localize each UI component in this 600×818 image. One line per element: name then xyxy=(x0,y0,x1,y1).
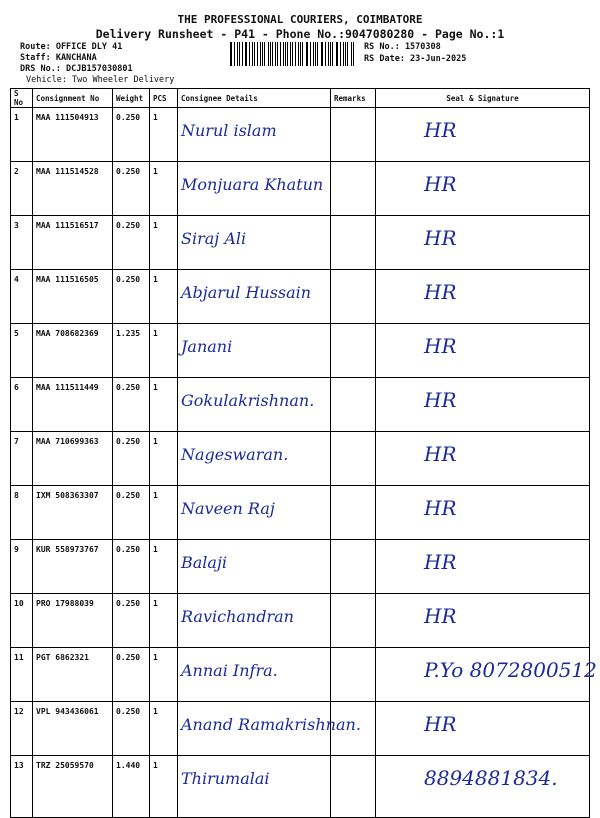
cell-weight: 1.440 xyxy=(113,756,150,818)
cell-signature: HR xyxy=(376,594,590,648)
route-label: Route: OFFICE DLY 41 xyxy=(20,42,123,52)
cell-weight: 0.250 xyxy=(113,594,150,648)
cell-consignment-no: MAA 111516505 xyxy=(33,270,113,324)
table-row xyxy=(11,108,590,162)
cell-sno: 11 xyxy=(11,648,33,702)
cell-consignment-no: MAA 708682369 xyxy=(33,324,113,378)
cell-signature: HR xyxy=(376,702,590,756)
cell-signature: HR xyxy=(376,540,590,594)
cell-pcs: 1 xyxy=(150,648,178,702)
table-row xyxy=(11,648,590,702)
cell-consignment-no: MAA 111514528 xyxy=(33,162,113,216)
cell-consignment-no: MAA 111511449 xyxy=(33,378,113,432)
cell-consignee: Abjarul Hussain xyxy=(178,270,331,324)
staff-label: Staff: KANCHANA xyxy=(20,53,97,63)
table-row xyxy=(11,216,590,270)
cell-signature: HR xyxy=(376,432,590,486)
cell-remarks xyxy=(331,756,376,818)
cell-pcs: 1 xyxy=(150,108,178,162)
cell-weight: 0.250 xyxy=(113,486,150,540)
cell-weight: 0.250 xyxy=(113,162,150,216)
cell-weight: 0.250 xyxy=(113,432,150,486)
cell-remarks xyxy=(331,378,376,432)
rs-number: RS No.: 1570308 xyxy=(364,42,441,52)
rs-date: RS Date: 23-Jun-2025 xyxy=(364,54,467,64)
cell-pcs: 1 xyxy=(150,486,178,540)
cell-weight: 0.250 xyxy=(113,648,150,702)
cell-sno: 7 xyxy=(11,432,33,486)
cell-consignment-no: PRO 17988039 xyxy=(33,594,113,648)
cell-consignment-no: IXM 508363307 xyxy=(33,486,113,540)
cell-consignment-no: VPL 943436061 xyxy=(33,702,113,756)
table-row xyxy=(11,324,590,378)
cell-consignee: Thirumalai xyxy=(178,756,331,818)
cell-sno: 12 xyxy=(11,702,33,756)
cell-sno: 9 xyxy=(11,540,33,594)
cell-pcs: 1 xyxy=(150,162,178,216)
cell-consignee: Ravichandran xyxy=(178,594,331,648)
cell-sno: 13 xyxy=(11,756,33,818)
col-sno: S No xyxy=(11,89,33,108)
cell-remarks xyxy=(331,270,376,324)
cell-signature: HR xyxy=(376,486,590,540)
cell-signature: HR xyxy=(376,108,590,162)
cell-consignee: Janani xyxy=(178,324,331,378)
cell-remarks xyxy=(331,486,376,540)
col-consignee: Consignee Details xyxy=(178,89,331,108)
cell-signature: HR xyxy=(376,216,590,270)
cell-pcs: 1 xyxy=(150,594,178,648)
cell-sno: 2 xyxy=(11,162,33,216)
cell-sno: 10 xyxy=(11,594,33,648)
cell-remarks xyxy=(331,648,376,702)
table-row xyxy=(11,378,590,432)
cell-consignee: Anand Ramakrishnan. xyxy=(178,702,331,756)
barcode xyxy=(230,42,355,66)
cell-sno: 3 xyxy=(11,216,33,270)
cell-consignee: Gokulakrishnan. xyxy=(178,378,331,432)
table-row xyxy=(11,270,590,324)
table-row xyxy=(11,162,590,216)
company-title: THE PROFESSIONAL COURIERS, COIMBATORE xyxy=(177,13,423,26)
drs-number: DRS No.: DCJB157030801 xyxy=(20,64,133,74)
cell-sno: 1 xyxy=(11,108,33,162)
cell-remarks xyxy=(331,216,376,270)
runsheet-subtitle: Delivery Runsheet - P41 - Phone No.:9047080280 - Page No.:1 xyxy=(95,27,505,41)
cell-consignment-no: KUR 558973767 xyxy=(33,540,113,594)
cell-sno: 6 xyxy=(11,378,33,432)
runsheet-table xyxy=(10,88,597,818)
cell-signature: HR xyxy=(376,162,590,216)
cell-sno: 8 xyxy=(11,486,33,540)
cell-weight: 0.250 xyxy=(113,216,150,270)
cell-remarks xyxy=(331,162,376,216)
cell-consignee: Nageswaran. xyxy=(178,432,331,486)
table-row xyxy=(11,486,590,540)
table-row xyxy=(11,540,590,594)
table-header-row xyxy=(11,89,590,108)
cell-signature: P.Yo 8072800512 xyxy=(376,648,590,702)
cell-pcs: 1 xyxy=(150,378,178,432)
table-row xyxy=(11,594,590,648)
cell-pcs: 1 xyxy=(150,270,178,324)
cell-weight: 0.250 xyxy=(113,108,150,162)
cell-consignment-no: TRZ 25059570 xyxy=(33,756,113,818)
col-pcs: PCS xyxy=(150,89,178,108)
cell-pcs: 1 xyxy=(150,540,178,594)
table-row xyxy=(11,702,590,756)
cell-pcs: 1 xyxy=(150,432,178,486)
table-row xyxy=(11,432,590,486)
cell-consignment-no: MAA 111516517 xyxy=(33,216,113,270)
cell-weight: 0.250 xyxy=(113,378,150,432)
table-row xyxy=(11,756,590,818)
cell-remarks xyxy=(331,108,376,162)
cell-remarks xyxy=(331,594,376,648)
col-weight: Weight xyxy=(113,89,150,108)
cell-signature: HR xyxy=(376,378,590,432)
col-signature: Seal & Signature xyxy=(376,89,590,108)
cell-consignment-no: PGT 6862321 xyxy=(33,648,113,702)
cell-weight: 0.250 xyxy=(113,702,150,756)
cell-remarks xyxy=(331,540,376,594)
cell-signature: HR xyxy=(376,270,590,324)
cell-weight: 0.250 xyxy=(113,270,150,324)
cell-consignee: Siraj Ali xyxy=(178,216,331,270)
cell-consignee: Balaji xyxy=(178,540,331,594)
cell-consignee: Monjuara Khatun xyxy=(178,162,331,216)
cell-weight: 0.250 xyxy=(113,540,150,594)
col-consignment: Consignment No xyxy=(33,89,113,108)
cell-pcs: 1 xyxy=(150,324,178,378)
cell-sno: 5 xyxy=(11,324,33,378)
cell-consignee: Nurul islam xyxy=(178,108,331,162)
cell-consignee: Naveen Raj xyxy=(178,486,331,540)
cell-signature: HR xyxy=(376,324,590,378)
cell-remarks xyxy=(331,432,376,486)
cell-consignment-no: MAA 710699363 xyxy=(33,432,113,486)
cell-pcs: 1 xyxy=(150,216,178,270)
vehicle-label: Vehicle: Two Wheeler Delivery xyxy=(26,75,175,85)
cell-weight: 1.235 xyxy=(113,324,150,378)
col-remarks: Remarks xyxy=(331,89,376,108)
cell-signature: 8894881834. xyxy=(376,756,590,818)
cell-consignment-no: MAA 111504913 xyxy=(33,108,113,162)
cell-pcs: 1 xyxy=(150,702,178,756)
cell-sno: 4 xyxy=(11,270,33,324)
cell-pcs: 1 xyxy=(150,756,178,818)
cell-consignee: Annai Infra. xyxy=(178,648,331,702)
cell-remarks xyxy=(331,324,376,378)
